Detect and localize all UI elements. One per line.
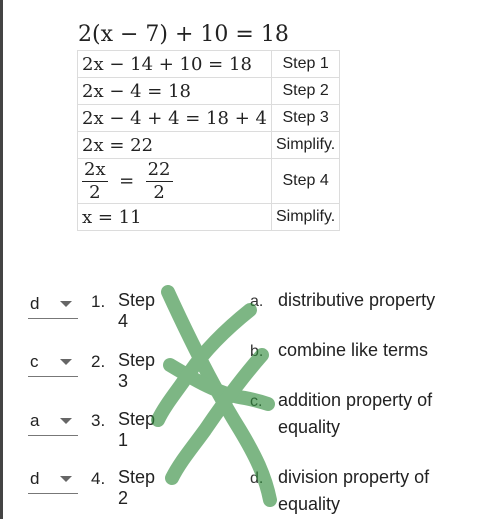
answer-letter: c. [250, 393, 263, 410]
step-expression: 2x − 4 = 18 [78, 78, 272, 105]
step-expression: x = 11 [78, 204, 272, 231]
answer-text: combine like terms [278, 340, 429, 360]
equals-sign: = [113, 170, 140, 191]
item-number: 4. [91, 469, 106, 488]
item-number: 2. [91, 352, 106, 371]
fraction-numerator: 22 [147, 158, 171, 180]
step-reason: Simplify. [271, 204, 339, 231]
answer-letter: a. [250, 293, 264, 310]
item-label: Step 3 [118, 350, 156, 391]
answer-letter: d. [250, 470, 264, 487]
step-reason: Step 2 [271, 78, 339, 105]
equation-title: 2(x − 7) + 10 = 18 [78, 22, 289, 47]
answer-text: distributive property [278, 290, 436, 310]
step-expression: 2x − 4 + 4 = 18 + 4 [78, 105, 272, 132]
answer-text: addition property of equality [278, 390, 433, 437]
step-reason: Step 3 [271, 105, 339, 132]
fraction-numerator: 2x [84, 158, 106, 180]
step-reason: Simplify. [271, 132, 339, 159]
item-label: Step 4 [118, 290, 156, 331]
dropdown-value: d [30, 294, 40, 313]
step-expression: 2x = 22 [78, 132, 272, 159]
item-label: Step 2 [118, 467, 156, 508]
dropdown-value: d [30, 469, 40, 488]
fraction-denominator: 2 [153, 181, 165, 203]
dropdown-value: c [30, 352, 39, 371]
step-reason: Step 4 [271, 159, 339, 204]
dropdown-value: a [30, 411, 40, 430]
step-reason: Step 1 [271, 51, 339, 78]
item-number: 3. [91, 411, 106, 430]
item-label: Step 1 [118, 409, 156, 450]
answer-text: division property of equality [278, 467, 430, 514]
step-expression: 2x − 14 + 10 = 18 [78, 51, 272, 78]
answer-letter: b. [250, 343, 264, 360]
item-number: 1. [91, 292, 106, 311]
fraction-denominator: 2 [89, 181, 101, 203]
